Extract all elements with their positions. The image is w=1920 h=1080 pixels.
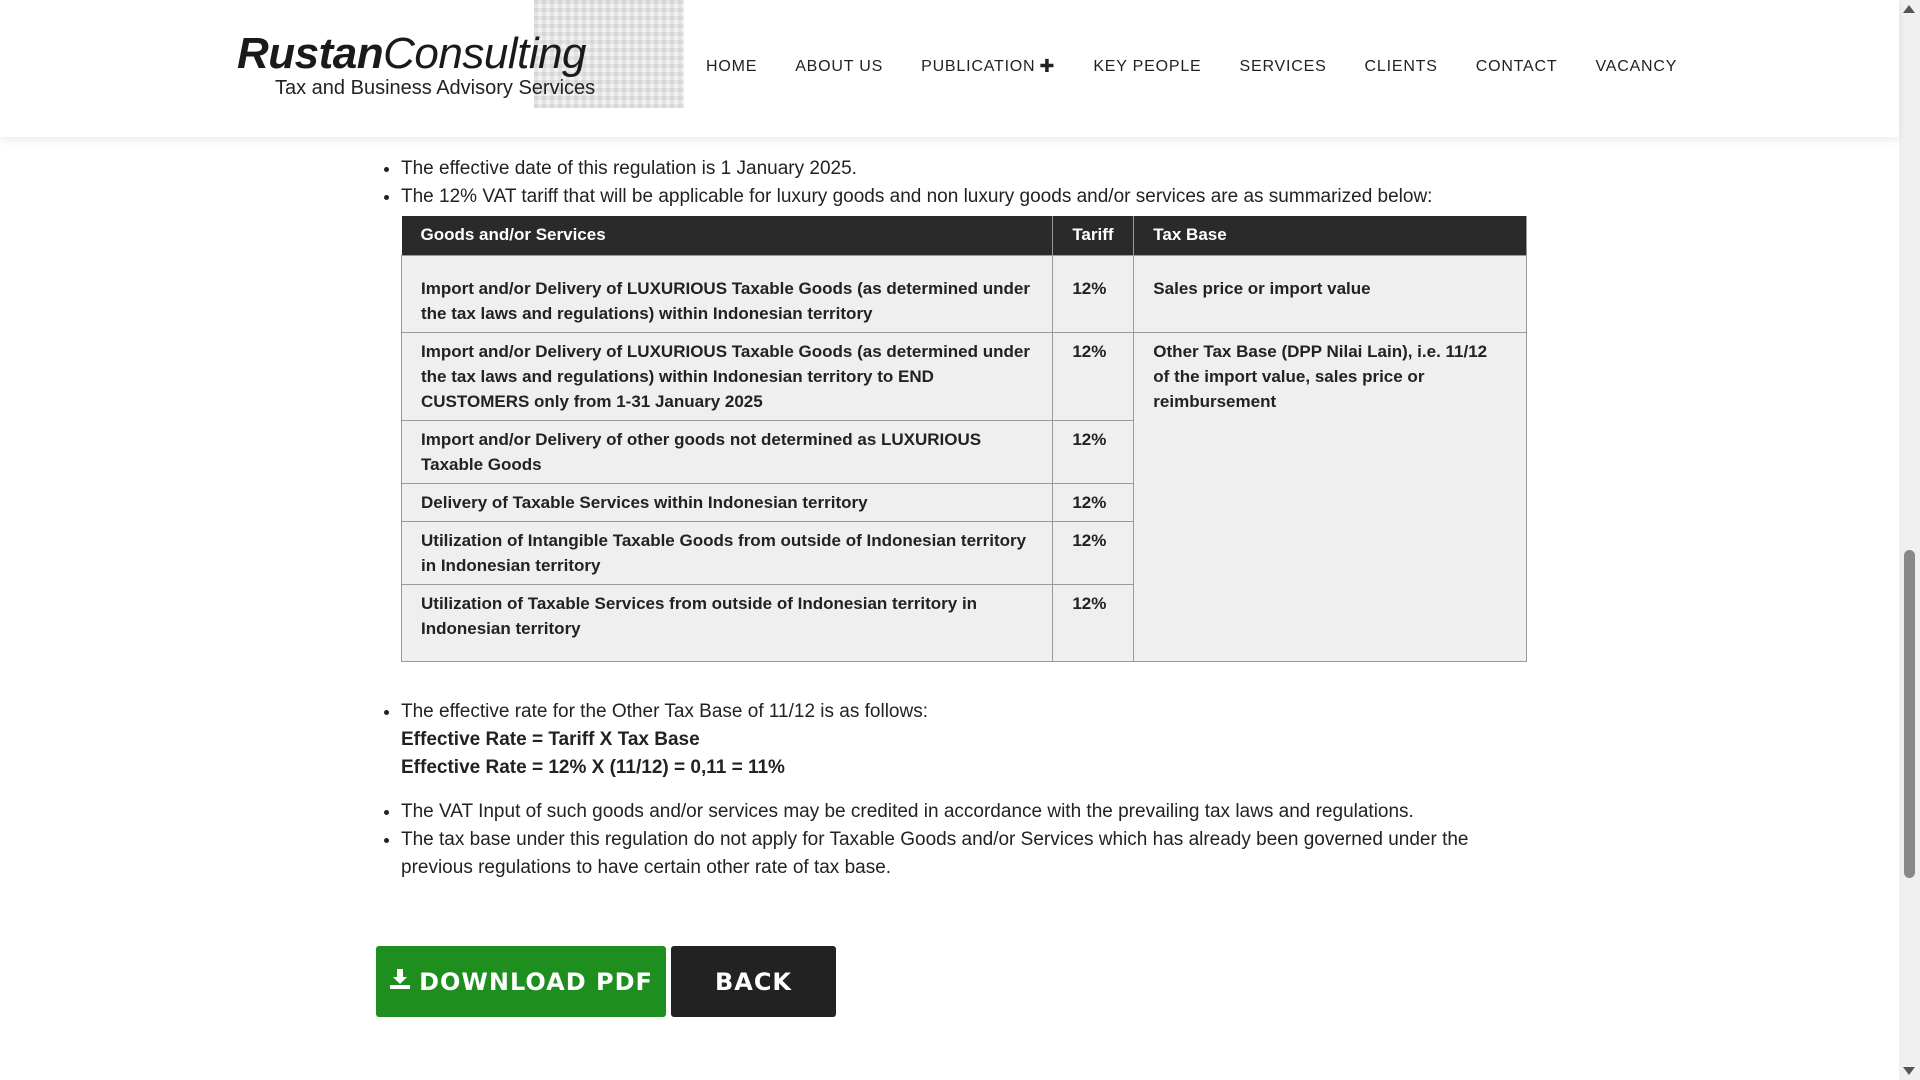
back-button[interactable]: BACK [671, 946, 836, 1017]
nav-publication[interactable] [921, 56, 1055, 77]
logo-wordmark [237, 30, 586, 78]
plus-icon: ✚ [1039, 56, 1056, 76]
tariff-cell: 12% [1053, 584, 1134, 661]
formula-1: Effective Rate = Tariff X Tax Base [401, 729, 700, 750]
list-item: • The 12% VAT tariff that will be applicable for luxury goods and non luxury goods and/or services are as summarized below: [401, 183, 1527, 211]
goods-cell: Delivery of Taxable Services within Indonesian territory [402, 483, 1053, 521]
tariff-cell: 12% [1053, 483, 1134, 521]
column-header-tax-base: Tax Base [1134, 216, 1527, 255]
tariff-cell: 12% [1053, 521, 1134, 584]
bullet-list-bottom [377, 798, 1527, 882]
list-item: • The VAT Input of such goods and/or services may be credited in accordance with the prevailing tax laws and regulations. [401, 798, 1527, 826]
goods-cell: Import and/or Delivery of other goods not determined as LUXURIOUS Taxable Goods [402, 420, 1053, 483]
formula-2: Effective Rate = 12% X (11/12) = 0,11 = 11% [401, 757, 785, 778]
table-header-row [402, 216, 1527, 255]
download-icon [389, 968, 411, 996]
logo[interactable] [237, 30, 687, 110]
list-item: • The effective date of this regulation is 1 January 2025. [401, 155, 1527, 183]
nav-vacancy[interactable]: VACANCY [1595, 57, 1678, 75]
goods-cell: Import and/or Delivery of LUXURIOUS Taxable Goods (as determined under the tax laws and regulations) within Indonesian territory to END CUSTOMERS only from 1-31 January 2025 [402, 332, 1053, 420]
scroll-down-arrow-icon[interactable] [1903, 1067, 1915, 1075]
site-header [0, 0, 1899, 137]
tariff-cell: 12% [1053, 255, 1134, 332]
download-pdf-button[interactable] [376, 946, 666, 1017]
list-item: • The tax base under this regulation do not apply for Taxable Goods and/or Services which has already been governed under the previous regulations to have certain other rate of tax base. [401, 826, 1527, 882]
goods-cell: Utilization of Taxable Services from outside of Indonesian territory in Indonesian territory [402, 584, 1053, 661]
nav-contact[interactable]: CONTACT [1475, 57, 1558, 75]
tax-base-cell: Sales price or import value [1134, 255, 1527, 332]
nav-publication-label: PUBLICATION [921, 57, 1036, 75]
logo-bold-text: Rustan [237, 29, 384, 78]
goods-cell: Utilization of Intangible Taxable Goods from outside of Indonesian territory in Indonesian territory [402, 521, 1053, 584]
goods-cell: Import and/or Delivery of LUXURIOUS Taxable Goods (as determined under the tax laws and regulations) within Indonesian territory [402, 255, 1053, 332]
effective-rate-section [377, 698, 1527, 782]
scroll-up-arrow-icon[interactable] [1903, 5, 1915, 13]
nav-services[interactable]: SERVICES [1239, 57, 1327, 75]
table-row [402, 332, 1527, 420]
article-intro [377, 155, 1527, 211]
download-pdf-label: DOWNLOAD PDF [419, 967, 653, 996]
bullet-list-effective-rate [377, 698, 1527, 782]
effective-rate-intro: The effective rate for the Other Tax Base of 11/12 is as follows: [401, 701, 928, 722]
list-item [401, 698, 1527, 782]
nav-home[interactable]: HOME [706, 57, 758, 75]
main-nav [706, 56, 1715, 77]
tax-base-cell: Other Tax Base (DPP Nilai Lain), i.e. 11/12 of the import value, sales price or reimbursement [1134, 332, 1527, 661]
tariff-cell: 12% [1053, 332, 1134, 420]
tariff-cell: 12% [1053, 420, 1134, 483]
page-scrollbar[interactable] [1899, 0, 1920, 1080]
table-row [402, 255, 1527, 332]
logo-light-text: Consulting [383, 29, 587, 78]
bullet-list-top [377, 155, 1527, 211]
logo-tagline: Tax and Business Advisory Services [275, 77, 596, 99]
column-header-tariff: Tariff [1053, 216, 1134, 255]
nav-clients[interactable]: CLIENTS [1364, 57, 1438, 75]
article-notes [377, 798, 1527, 882]
scrollbar-thumb[interactable] [1904, 550, 1915, 878]
nav-about-us[interactable]: ABOUT US [795, 57, 884, 75]
nav-key-people[interactable]: KEY PEOPLE [1093, 57, 1202, 75]
vat-tariff-table [401, 216, 1527, 662]
column-header-goods: Goods and/or Services [402, 216, 1053, 255]
